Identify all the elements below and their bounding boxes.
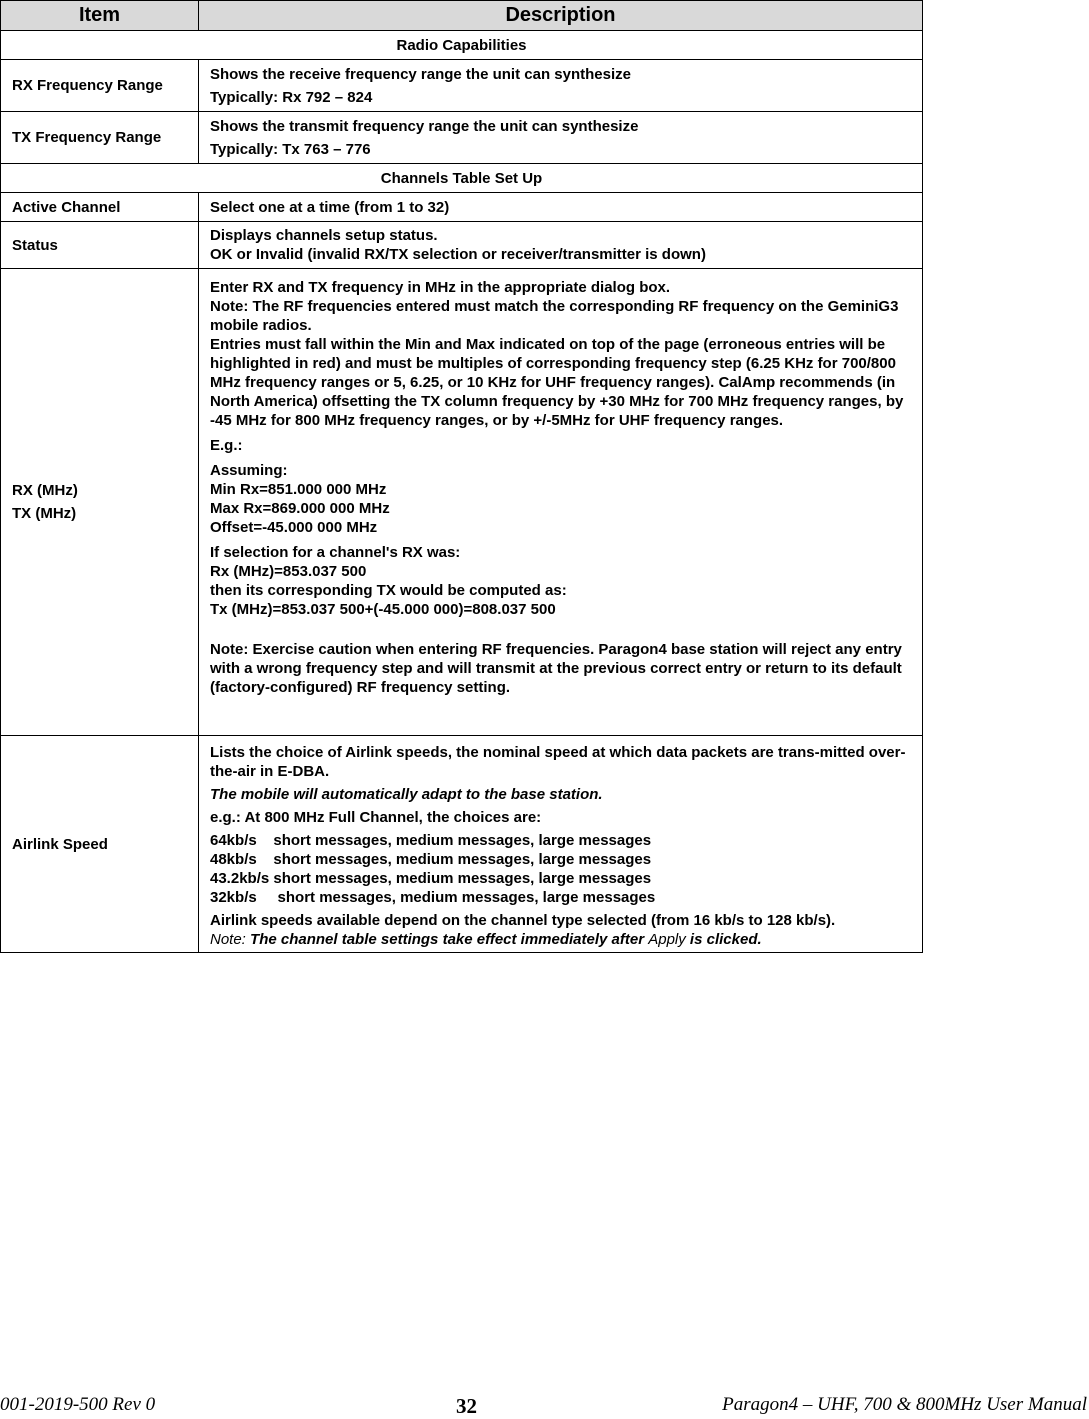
tx-range-line1: Shows the transmit frequency range the unit can synthesize bbox=[210, 117, 639, 135]
footer-manual-title: Paragon4 – UHF, 700 & 800MHz User Manual bbox=[722, 1394, 1087, 1415]
airlink-availability: Airlink speeds available depend on the channel type selected (from 16 kb/s to 128 kb/s). bbox=[210, 912, 836, 929]
tx-range-line2: Typically: Tx 763 – 776 bbox=[210, 140, 371, 158]
table-row bbox=[1, 269, 923, 736]
section-channels-table: Channels Table Set Up bbox=[1, 164, 923, 193]
rxtx-entries: Entries must fall within the Min and Max indicated on top of the page (erroneous entries will be highlighted in red) and must be multiples of corresponding frequency step (6.25 KHz for 700/800 MHz frequency ranges or 5, 6.25, or 10 KHz for UHF frequency ranges). CalAmp recommends (in North America) offsetting the TX column frequency by +30 MHz for 700 MHz frequency ranges, by -45 MHz for 800 MHz frequency ranges, or by +/-5MHz for UHF frequency ranges. bbox=[210, 336, 904, 429]
airlink-intro: Lists the choice of Airlink speeds, the nominal speed at which data packets are trans-mitted over-the-air in E-DBA. bbox=[210, 744, 906, 780]
rxtx-tx-value: Tx (MHz)=853.037 500+(-45.000 000)=808.037 500 bbox=[210, 601, 556, 618]
rxtx-note1: Note: The RF frequencies entered must match the corresponding RF frequency on the GeminiG3 mobile radios. bbox=[210, 298, 899, 334]
desc-airlink-speed bbox=[199, 736, 923, 953]
header-item: Item bbox=[1, 1, 199, 31]
airlink-note-end: is clicked. bbox=[685, 931, 762, 948]
rx-range-line2: Typically: Rx 792 – 824 bbox=[210, 88, 373, 106]
airlink-speed-1: 64kb/s short messages, medium messages, large messages bbox=[210, 832, 652, 849]
rxtx-max-rx: Max Rx=869.000 000 MHz bbox=[210, 500, 390, 517]
item-rx-tx-mhz bbox=[1, 269, 199, 736]
desc-status bbox=[199, 222, 923, 269]
footer-page-number: 32 bbox=[456, 1394, 477, 1418]
airlink-speed-3: 43.2kb/s short messages, medium messages, large messages bbox=[210, 870, 652, 887]
desc-rx-frequency-range bbox=[199, 60, 923, 112]
rxtx-then: then its corresponding TX would be computed as: bbox=[210, 582, 567, 599]
airlink-note-prefix: Note: bbox=[210, 931, 251, 948]
airlink-eg: e.g.: At 800 MHz Full Channel, the choices are: bbox=[210, 809, 542, 826]
rxtx-note2: Note: Exercise caution when entering RF frequencies. Paragon4 base station will reject any entry with a wrong frequency step and will transmit at the previous correct entry or return to its default (factory-configured) RF frequency setting. bbox=[210, 641, 902, 696]
desc-active-channel: Select one at a time (from 1 to 32) bbox=[199, 193, 923, 222]
airlink-speed-4: 32kb/s short messages, medium messages, large messages bbox=[210, 889, 656, 906]
airlink-speed-2: 48kb/s short messages, medium messages, large messages bbox=[210, 851, 652, 868]
footer-doc-number: 001-2019-500 Rev 0 bbox=[0, 1394, 156, 1415]
header-description: Description bbox=[199, 1, 923, 31]
item-tx-frequency-range: TX Frequency Range bbox=[1, 112, 199, 164]
status-line1: Displays channels setup status. bbox=[210, 227, 438, 244]
table-row bbox=[1, 736, 923, 953]
rxtx-eg: E.g.: bbox=[210, 437, 243, 454]
rxtx-offset: Offset=-45.000 000 MHz bbox=[210, 519, 378, 536]
rxtx-if-selection: If selection for a channel's RX was: bbox=[210, 544, 461, 561]
section-row bbox=[1, 31, 923, 60]
table-row bbox=[1, 193, 923, 222]
item-active-channel: Active Channel bbox=[1, 193, 199, 222]
airlink-note-mid: The channel table settings take effect immediately after bbox=[250, 931, 649, 948]
rxtx-rx-value: Rx (MHz)=853.037 500 bbox=[210, 563, 367, 580]
rx-range-line1: Shows the receive frequency range the unit can synthesize bbox=[210, 65, 631, 83]
rxtx-assuming: Assuming: bbox=[210, 462, 288, 479]
table-row bbox=[1, 60, 923, 112]
section-radio-capabilities: Radio Capabilities bbox=[1, 31, 923, 60]
airlink-adapt: The mobile will automatically adapt to the base station. bbox=[210, 786, 603, 803]
item-rx-mhz: RX (MHz) bbox=[12, 482, 78, 499]
rxtx-min-rx: Min Rx=851.000 000 MHz bbox=[210, 481, 387, 498]
item-rx-frequency-range: RX Frequency Range bbox=[1, 60, 199, 112]
rxtx-intro: Enter RX and TX frequency in MHz in the appropriate dialog box. bbox=[210, 279, 671, 296]
status-line2: OK or Invalid (invalid RX/TX selection or receiver/transmitter is down) bbox=[210, 246, 706, 263]
section-row bbox=[1, 164, 923, 193]
desc-tx-frequency-range bbox=[199, 112, 923, 164]
airlink-note-apply: Apply bbox=[648, 931, 686, 948]
header-row bbox=[1, 1, 923, 31]
item-status: Status bbox=[1, 222, 199, 269]
item-airlink-speed: Airlink Speed bbox=[1, 736, 199, 953]
item-tx-mhz: TX (MHz) bbox=[12, 505, 77, 522]
table-row bbox=[1, 112, 923, 164]
desc-rx-tx-mhz bbox=[199, 269, 923, 736]
table-row bbox=[1, 222, 923, 269]
airlink-note bbox=[210, 930, 911, 949]
